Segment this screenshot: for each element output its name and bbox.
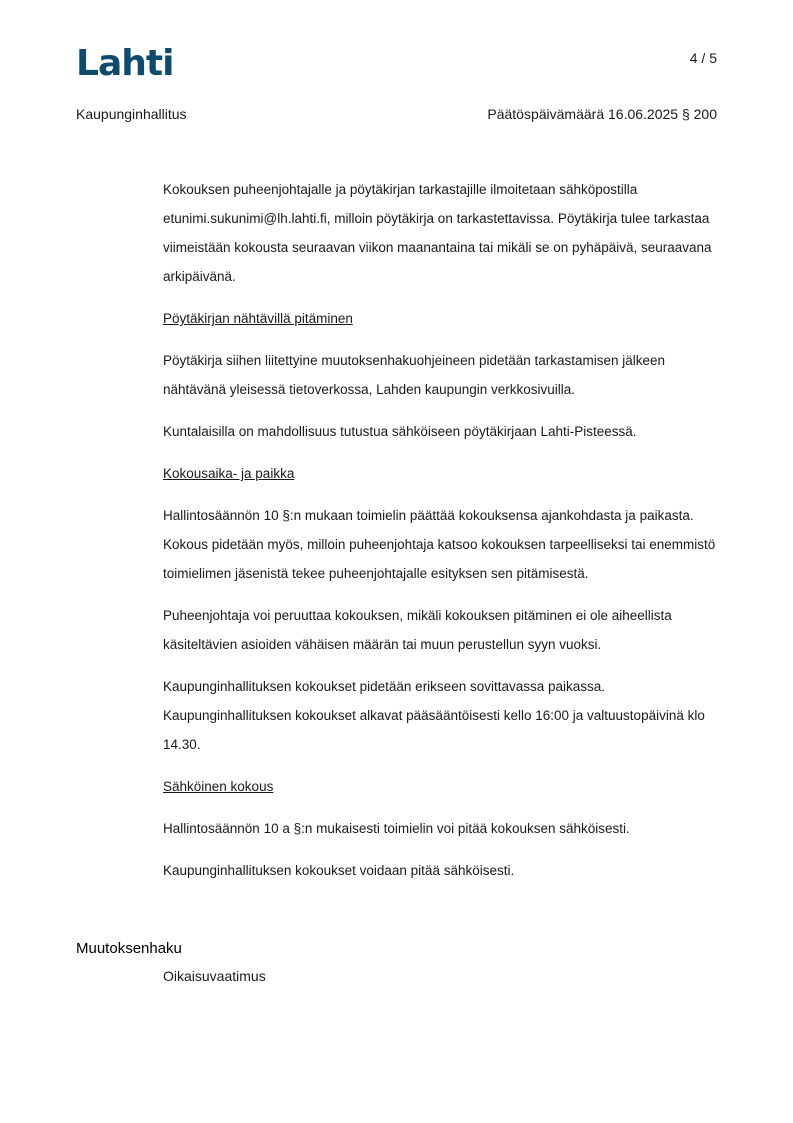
paragraph-inspection-notice: Kokouksen puheenjohtajalle ja pöytäkirjan tarkastajille ilmoitetaan sähköpostilla etunimi.sukunimi@lh.lahti.fi, milloin pöytäkirja on tarkastettavissa. Pöytäkirja tulee tarkastaa viimeistään kokousta seuraavan viikon maanantaina tai mikäli se on pyhäpäivä, seuraavana arkipäivänä. <box>163 182 712 284</box>
paragraph-meeting-location: Kaupunginhallituksen kokoukset pidetään erikseen sovittavassa paikassa. Kaupunginhallituksen kokoukset alkavat pääsääntöisesti kello 16:00 ja valtuustopäivinä klo 14.30. <box>163 679 705 752</box>
decision-date-section: Päätöspäivämäärä 16.06.2025 § 200 <box>487 106 717 122</box>
heading-electronic-meeting: Sähköinen kokous <box>163 779 274 794</box>
organization-name: Kaupunginhallitus <box>76 106 187 122</box>
paragraph-minutes-display: Pöytäkirja siihen liitettyine muutoksenhakuohjeineen pidetään tarkastamisen jälkeen nähtävänä yleisessä tietoverkossa, Lahden kaupungin verkkosivuilla. <box>163 353 666 397</box>
paragraph-lahti-piste: Kuntalaisilla on mahdollisuus tutustua sähköiseen pöytäkirjaan Lahti-Pisteessä. <box>163 424 637 439</box>
page-number: 4 / 5 <box>689 50 717 66</box>
paragraph-meeting-cancel: Puheenjohtaja voi peruuttaa kokouksen, mikäli kokouksen pitäminen ei ole aiheellista käsiteltävien asioiden vähäisen määrän tai muun perustellun syyn vuoksi. <box>163 608 672 652</box>
paragraph-electronic-board: Kaupunginhallituksen kokoukset voidaan pitää sähköisesti. <box>163 863 515 878</box>
paragraph-electronic-rule: Hallintosäännön 10 a §:n mukaisesti toimielin voi pitää kokouksen sähköisesti. <box>163 821 630 836</box>
subheading-rectification: Oikaisuvaatimus <box>163 968 266 984</box>
heading-meeting-time-place: Kokousaika- ja paikka <box>163 466 295 481</box>
document-body <box>163 175 723 898</box>
paragraph-meeting-schedule: Hallintosäännön 10 §:n mukaan toimielin päättää kokouksensa ajankohdasta ja paikasta. Kokous pidetään myös, milloin puheenjohtaja katsoo kokouksen tarpeelliseksi tai enemmistö toimielimen jäsenistä tekee puheenjohtajalle esityksen sen pitämisestä. <box>163 508 716 581</box>
lahti-logo: Lahti <box>76 43 174 84</box>
heading-minutes-display: Pöytäkirjan nähtävillä pitäminen <box>163 311 353 326</box>
section-heading-appeal: Muutoksenhaku <box>76 940 182 957</box>
